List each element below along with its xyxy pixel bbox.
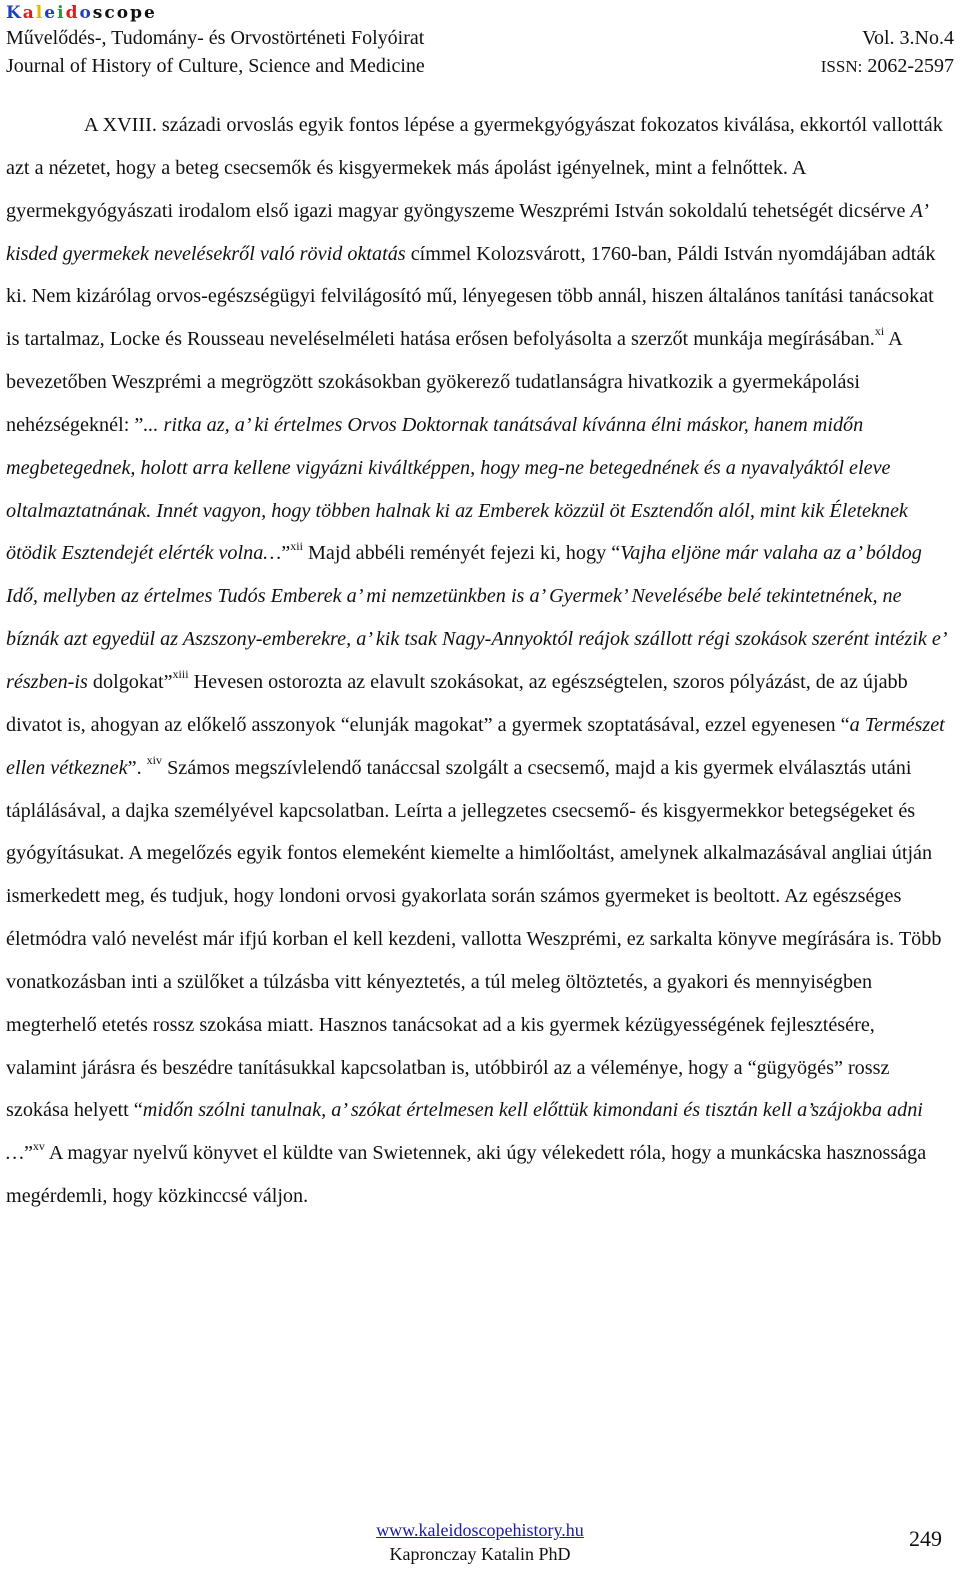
quote: midőn szólni tanulnak, a’ szókat értelmesen kell előttük kimondani és tisztán kell a’szájokba adni …	[6, 1099, 923, 1165]
footnote-ref[interactable]: xi	[874, 324, 885, 339]
page-number: 249	[909, 1526, 942, 1551]
logo-letter: e	[143, 3, 157, 23]
text-run: Számos megszívlelendő tanáccsal szolgált a csecsemő, majd a kis gyermek elválasztás utáni táplálásával, a dajka személyével kapcsolatban. Leírta a jellegzetes csecsemő- és kisgyermekkor betegségeket és gyógyításukat. A megelőzés egyik fontos elemeként kiemelte a himlőoltást, amelynek alkalmazásával angliai útján ismerkedett meg, és tudjuk, hogy londoni orvosi gyakorlata során számos gyermeket is beoltott. Az egészséges életmódra való nevelést már ifjú korban el kell kezdeni, vallotta Weszprémi, ez sarkalta könyve megírására is. Több vonatkozásban inti a szülőket a túlzásba vitt kényeztetés, a túl meleg öltöztetés, a gyakori és mennyiségben megterhelő etetés rossz szokása miatt. Hasznos tanácsokat ad a kis gyermek kézügyességének fejlesztésére, valamint járásra és beszédre tanításukkal kapcsolatban is, utóbbiról az a véleménye, hogy a “gügyögés” rossz szokása helyett “	[6, 756, 942, 1122]
text-run: A magyar nyelvű könyvet el küldte van Swietennek, aki úgy vélekedett róla, hogy a munkácska hasznossága megérdemli, hogy közkinccsé váljon.	[6, 1142, 927, 1208]
logo-letter: o	[116, 3, 131, 23]
footnote-ref[interactable]: xii	[290, 538, 303, 553]
volume-label: Vol. 3.No.4	[862, 27, 954, 49]
logo-letter: o	[79, 3, 93, 23]
issn-label: ISSN:	[820, 57, 863, 76]
footnote-ref[interactable]: xiv	[146, 752, 163, 767]
website-link[interactable]: www.kaleidoscopehistory.hu	[376, 1520, 584, 1540]
journal-logo	[6, 2, 954, 24]
text-run: dolgokat”	[87, 670, 173, 693]
text-run: címmel Kolozsvárott, 1760-ban, Páldi István nyomdájában adták ki. Nem kizárólag orvos-egészségügyi felvilágosító mű, lényegesen több annál, hiszen általános tanítási tanácsokat is tartalmaz, Locke és Rousseau neveléselméleti hatása erősen befolyásolta a szerzőt munkája megírásában.	[6, 242, 936, 351]
text-run: Hevesen ostorozta az elavult szokásokat, az egészségtelen, szoros pólyázást, de az újabb divatot is, ahogyan az előkelő asszonyok “elunják magokat” a gyermek szoptatásával, ezzel egyenesen “	[6, 670, 908, 736]
text-run: Majd abbéli reményét fejezi ki, hogy “	[302, 542, 621, 565]
author-name: Kapronczay Katalin PhD	[389, 1544, 571, 1564]
quote: Vajha eljöne már valaha az a’ bóldog Idő, mellyben az értelmes Tudós Emberek a’ mi nemzetünkben is a’ Gyermek’ Nevelésébe belé tekintetnének, ne bíznák azt egyedül az Aszszony-emberekre, a’ kik tsak Nagy-Annyoktól reájok szállott régi szokások szerént intézik e’ részben-is	[6, 542, 946, 693]
text-run: ”	[23, 1142, 33, 1165]
journal-header	[6, 2, 954, 80]
logo-letter: e	[44, 3, 58, 23]
logo-letter: d	[65, 3, 80, 23]
text-run: A bevezetőben Weszprémi a megrögzött szokásokban gyökerező tudatlanságra hivatkozik a gyermekápolási nehézségeknél: ”	[6, 328, 902, 436]
journal-title-hu: Művelődés-, Tudomány- és Orvostörténeti Folyóirat	[6, 27, 425, 49]
article-body	[6, 104, 946, 1218]
page-footer	[0, 1518, 960, 1566]
logo-letter: l	[35, 3, 45, 23]
header-row-2	[6, 52, 954, 80]
logo-letter: p	[130, 3, 144, 23]
book-title: A’ kisded gyermekek nevelésekről való rövid oktatás	[6, 199, 927, 265]
quote: a Természet ellen vétkeznek	[6, 713, 945, 779]
text-run: A XVIII. századi orvoslás egyik fontos lépése a gyermekgyógyászat fokozatos kiválása, ekkortól vallották azt a nézetet, hogy a beteg csecsemők és kisgyermekek más ápolást igényelnek, mint a felnőttek. A gyermekgyógyászati irodalom első igazi magyar gyöngyszeme Weszprémi István sokoldalú tehetségét dicsérve	[6, 114, 943, 222]
logo-letter: s	[92, 3, 105, 23]
text-run: ”	[281, 542, 291, 565]
logo-letter: K	[6, 3, 23, 23]
logo-letter: a	[22, 3, 36, 23]
article-paragraph	[6, 104, 946, 1218]
quote: ... ritka az, a’ ki értelmes Orvos Doktornak tanátsával kívánna élni máskor, hanem midőn megbetegednek, holott arra kellene vigyázni kiváltképpen, hogy meg-ne betegednének és a nyavalyáktól eleve oltalmaztatnának. Innét vagyon, hogy többen halnak ki az Emberek közzül öt Esztendőn alól, mint kik Életeknek ötödik Esztendejét elérték volna…	[6, 413, 908, 565]
logo-letter: i	[57, 3, 66, 23]
logo-letter: c	[104, 3, 117, 23]
issn-value: 2062-2597	[862, 55, 954, 77]
header-row-1	[6, 24, 954, 52]
text-run: ”.	[127, 756, 147, 779]
footnote-ref[interactable]: xiii	[172, 667, 189, 682]
journal-title-en: Journal of History of Culture, Science and Medicine	[6, 55, 425, 77]
issn	[821, 52, 954, 80]
footnote-ref[interactable]: xv	[32, 1138, 45, 1153]
